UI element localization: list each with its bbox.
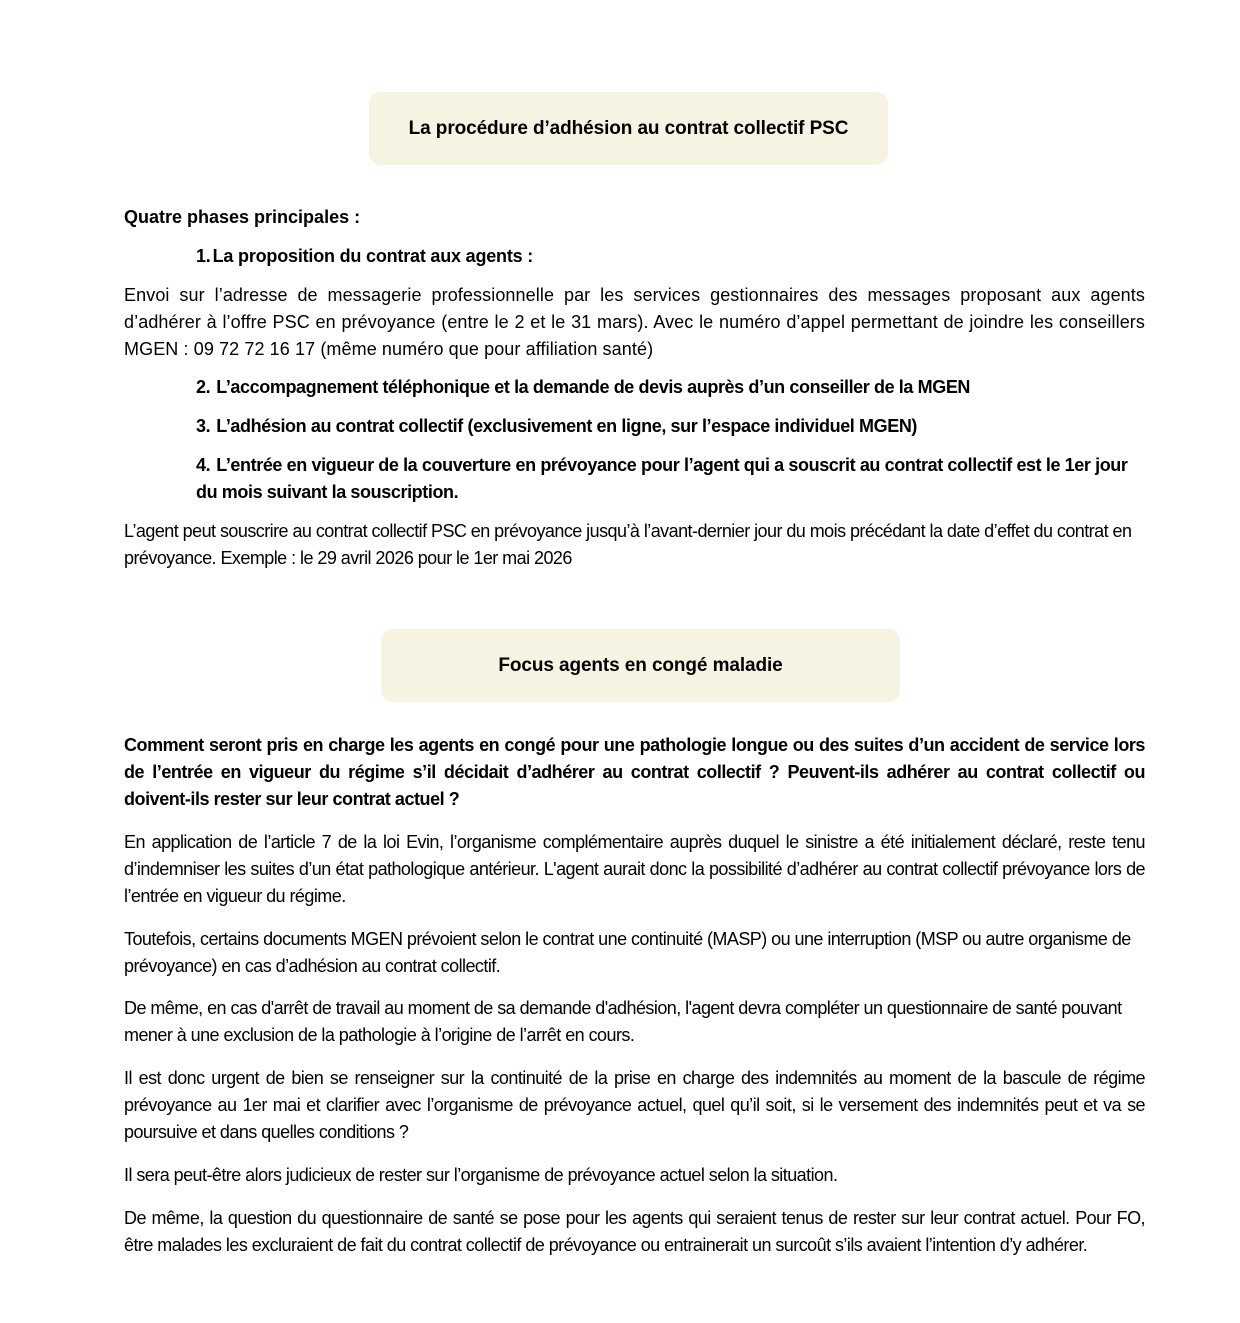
section-title: La procédure d’adhésion au contrat collectif PSC [408, 117, 849, 139]
phase-number: 1. [196, 246, 211, 266]
paragraph: Il est donc urgent de bien se renseigner sur la continuité de la prise en charge des indemnités au moment de la bascule de régime prévoyance au 1er mai et clarifier avec l’organisme de prévoyance actuel, quel qu’il soit, si le versement des indemnités peut et va se poursuive et dans quelles conditions ? [124, 1068, 1145, 1142]
phase-item [196, 243, 1145, 270]
paragraph: De même, en cas d'arrêt de travail au moment de sa demande d'adhésion, l'agent devra compléter un questionnaire de santé pouvant mener à une exclusion de la pathologie à l’origine de l’arrêt en cours. [124, 998, 1122, 1045]
phase-item [196, 452, 1145, 506]
deadline-note: L’agent peut souscrire au contrat collectif PSC en prévoyance jusqu’à l’avant-dernier jour du mois précédant la date d’effet du contrat en prévoyance. Exemple : le 29 avril 2026 pour le 1er mai 2026 [124, 521, 1132, 568]
phase-number: 4. [196, 455, 211, 475]
phase-item [196, 413, 1145, 440]
paragraph: De même, la question du questionnaire de santé se pose pour les agents qui seraient tenus de rester sur leur contrat actuel. Pour FO, être malades les excluraient de fait du contrat collectif de prévoyance ou entrainerait un surcoût s’ils avaient l’intention d’y adhérer. [124, 1208, 1145, 1255]
phases-intro: Quatre phases principales : [124, 207, 361, 227]
phase-label: L’accompagnement téléphonique et la demande de devis auprès d’un conseiller de la MGEN [216, 377, 971, 397]
phase-item [196, 374, 1145, 401]
phase-label: L’adhésion au contrat collectif (exclusivement en ligne, sur l’espace individuel MGEN) [216, 416, 918, 436]
paragraph: Il sera peut-être alors judicieux de rester sur l’organisme de prévoyance actuel selon la situation. [124, 1165, 838, 1185]
phase-number: 2. [196, 377, 211, 397]
section-title-banner [369, 92, 888, 165]
focus-question: Comment seront pris en charge les agents en congé pour une pathologie longue ou des suites d’un accident de service lors de l’entrée en vigueur du régime s’il décidait d’adhérer au contrat collectif ? Peuvent-ils adhérer au contrat collectif ou doivent-ils rester sur leur contrat actuel ? [124, 735, 1145, 809]
phase-description: Envoi sur l’adresse de messagerie professionnelle par les services gestionnaires des messages proposant aux agents d’adhérer à l’offre PSC en prévoyance (entre le 2 et le 31 mars). Avec le numéro d’appel permettant de joindre les conseillers MGEN : 09 72 72 16 17 (même numéro que pour affiliation santé) [124, 285, 1145, 359]
phase-number: 3. [196, 416, 211, 436]
phase-label: L’entrée en vigueur de la couverture en prévoyance pour l’agent qui a souscrit au contrat collectif est le 1er jour du mois suivant la souscription. [196, 455, 1128, 502]
section-title: Focus agents en congé maladie [498, 654, 783, 676]
section-title-banner [381, 629, 900, 702]
phase-label: La proposition du contrat aux agents : [212, 246, 534, 266]
paragraph: En application de l’article 7 de la loi Evin, l’organisme complémentaire auprès duquel le sinistre a été initialement déclaré, reste tenu d’indemniser les suites d’un état pathologique antérieur. L'agent aurait donc la possibilité d’adhérer au contrat collectif prévoyance lors de l’entrée en vigueur du régime. [124, 832, 1145, 906]
paragraph: Toutefois, certains documents MGEN prévoient selon le contrat une continuité (MASP) ou une interruption (MSP ou autre organisme de prévoyance) en cas d’adhésion au contrat collectif. [124, 929, 1131, 976]
